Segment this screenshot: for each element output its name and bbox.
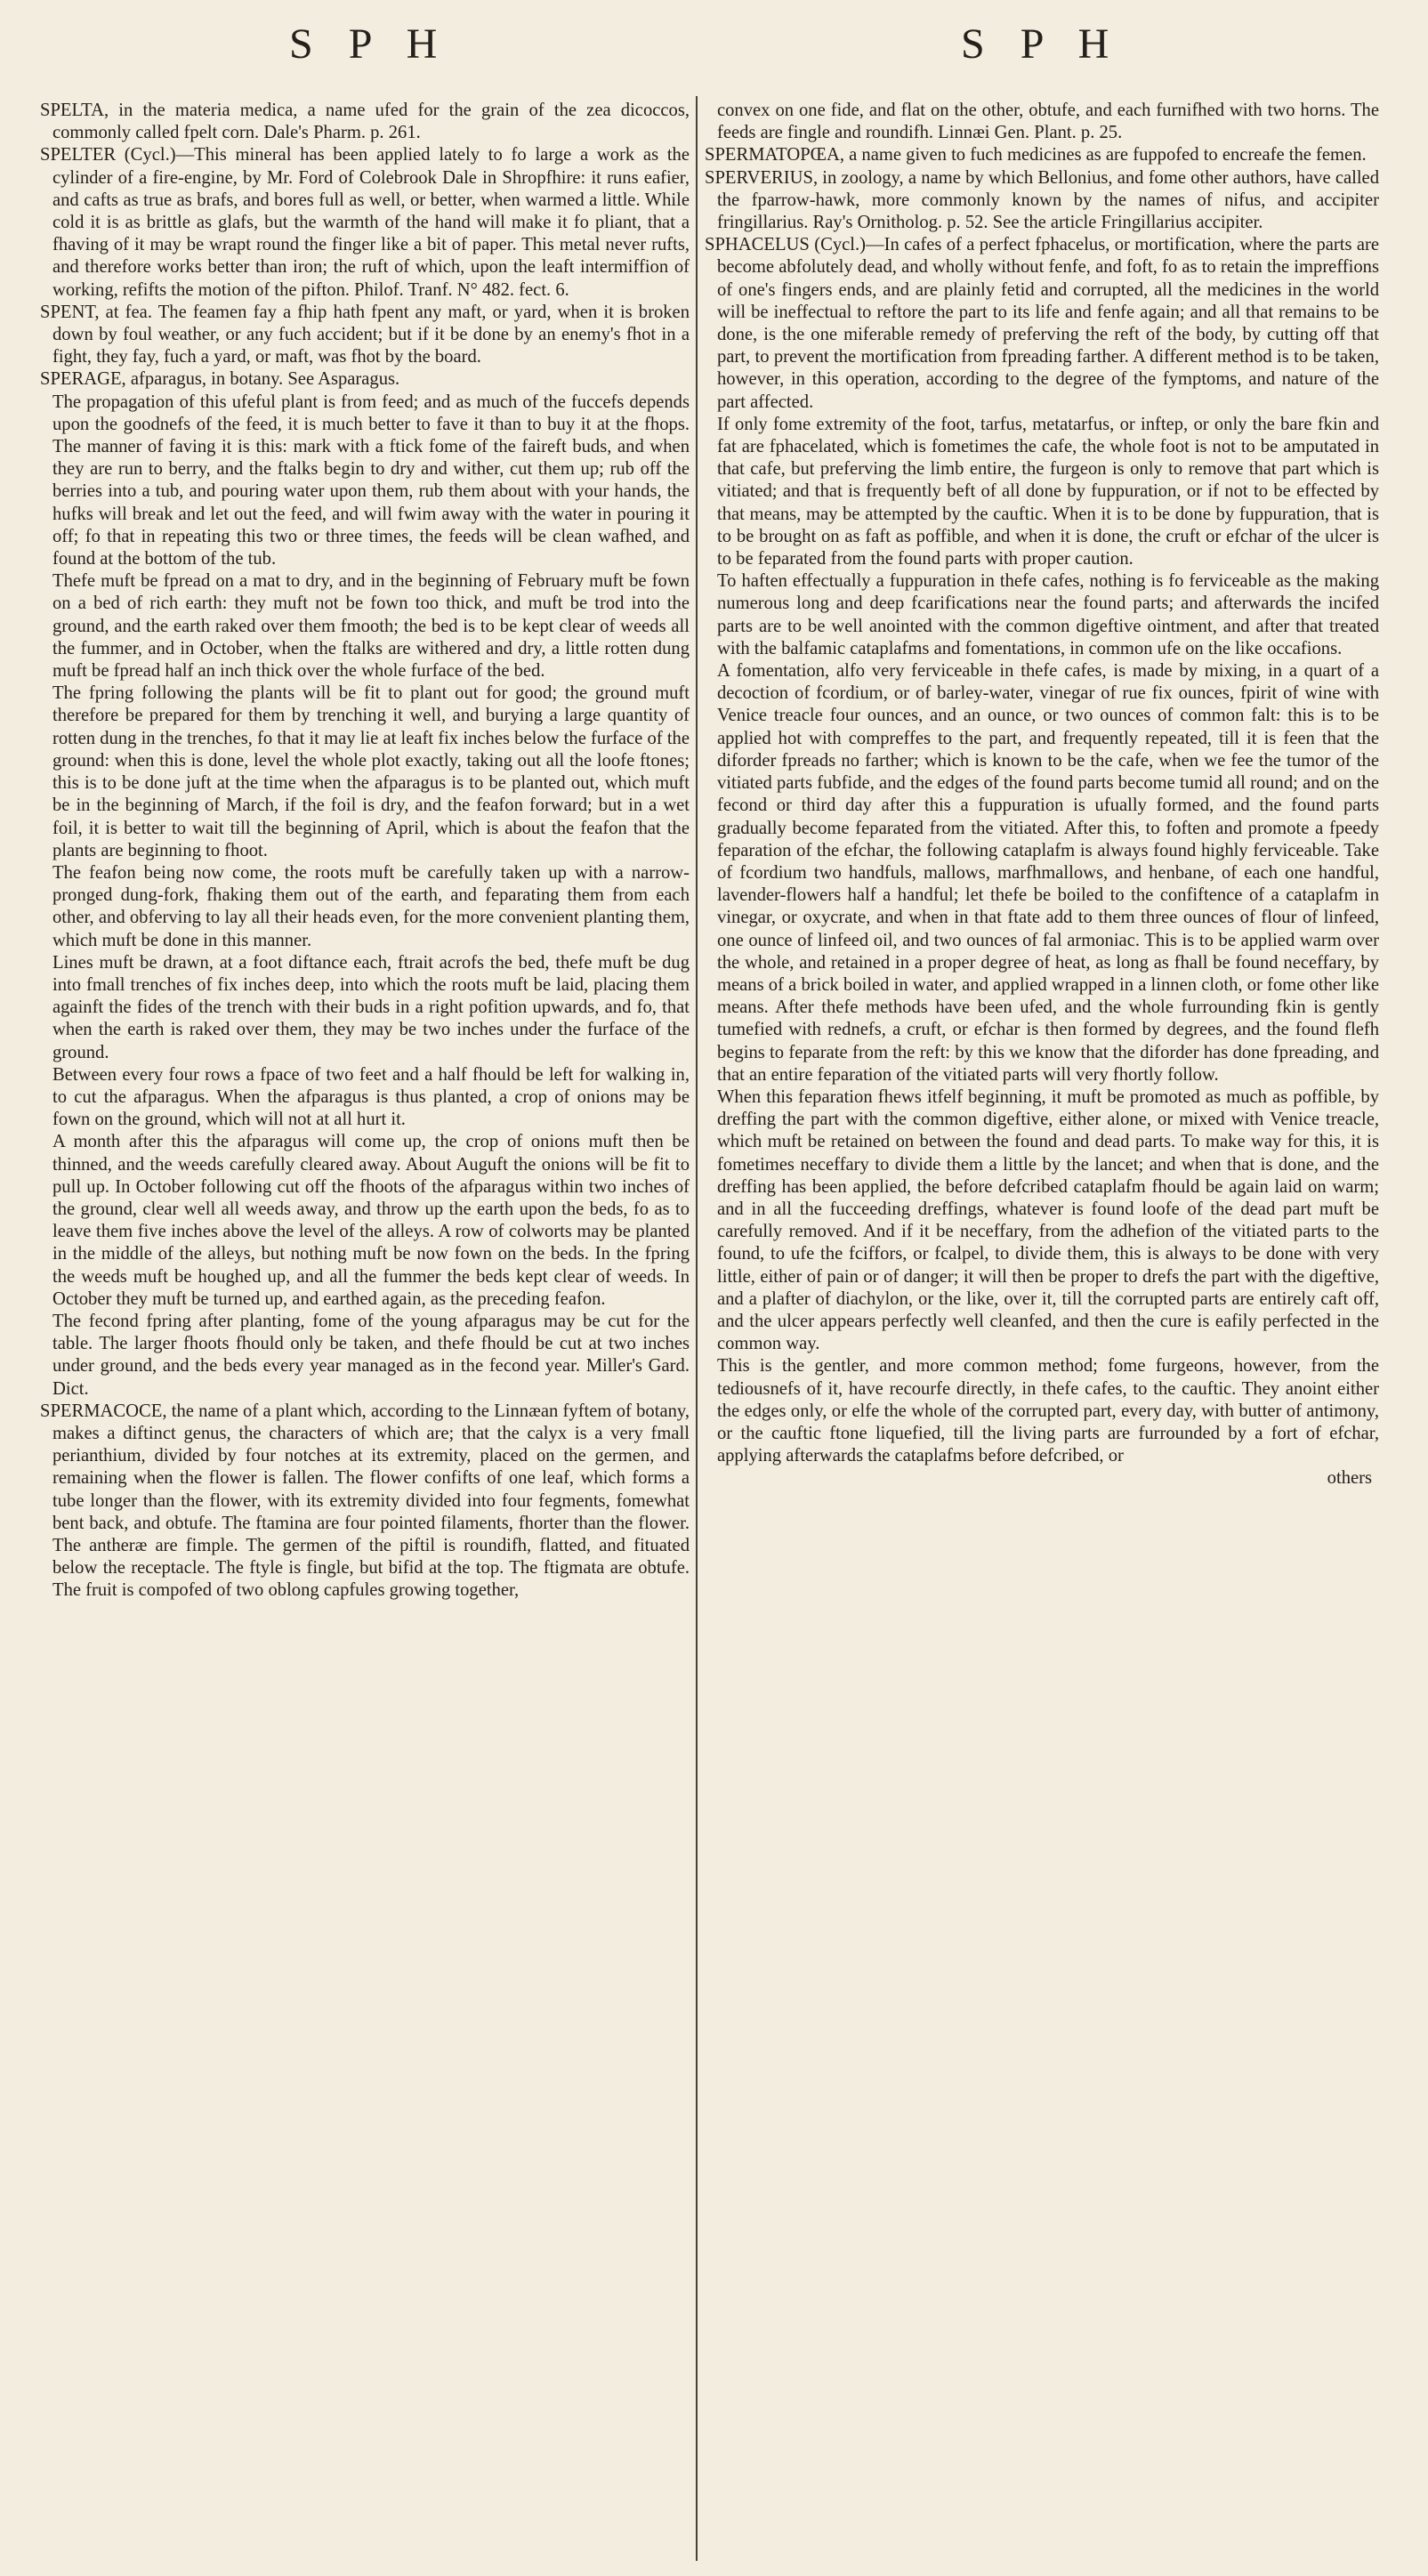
- paragraph: The fpring following the plants will be fit to plant out for good; the ground muft therefore be prepared for them by trenching it well, and burying a large quantity of rotten dung in the trenches, fo that it may lie at leaft fix inches below the furface of the ground: when this is done, level the whole plot exactly, taking out all the loofe ftones; this is to be done juft at the time when the afparagus is to be planted out, which muft be in the beginning of March, if the foil is dry, and the feafon forward; but in a wet foil, it is better to wait till the beginning of April, which is about the feafon that the plants are beginning to fhoot.: [52, 683, 690, 860]
- paragraph: The propagation of this ufeful plant is from feed; and as much of the fuccefs depends upon the goodnefs of the feed, it is much better to fave it than to buy it at the fhops. The manner of faving it is this: mark with a ftick fome of the faireft buds, and when they are run to berry, and the ftalks begin to dry and wither, cut them up; rub off the berries into a tub, and pouring water upon them, rub them about with your hands, the hufks will break and let out the feed, and will fwim away with the water in pouring it off; fo that in repeating this two or three times, the feeds will be clean wafhed, and found at the bottom of the tub.: [52, 392, 690, 569]
- right-column: [705, 100, 1379, 2564]
- dictionary-entry: SPERMATOPŒA, a name given to fuch medicines as are fuppofed to encreafe the femen.: [705, 145, 1367, 166]
- dictionary-entry: SPELTA, in the materia medica, a name ufed for the grain of the zea dicoccos, commonly called fpelt corn. Dale's Pharm. p. 261.: [40, 101, 690, 143]
- paragraph: The feafon being now come, the roots muft be carefully taken up with a narrow-pronged dung-fork, fhaking them out of the earth, and feparating them from each other, and obferving to lay all their heads even, for the more convenient planting them, which muft be done in this manner.: [52, 862, 690, 950]
- paragraph: Lines muft be drawn, at a foot diftance each, ftrait acrofs the bed, thefe muft be dug into fmall trenches of fix inches deep, into which the roots muft be laid, placing them againft the fides of the trench with their buds in a right pofition upwards, and fo, that when the earth is raked over them, they may be two inches under the furface of the ground.: [52, 952, 690, 1062]
- paragraph: convex on one fide, and flat on the other, obtufe, and each furnifhed with two horns. The feeds are fingle and roundifh. Linnæi Gen. Plant. p. 25.: [717, 101, 1379, 143]
- paragraph: To haften effectually a fuppuration in thefe cafes, nothing is fo ferviceable as the making numerous long and deep fcarifications near the found parts; and afterwards the incifed parts are to be well anointed with the common digeftive ointment, and after that treated with the balfamic cataplafms and fomentations, in common ufe on the like occafions.: [717, 571, 1379, 658]
- paragraph: The fecond fpring after planting, fome of the young afparagus may be cut for the table. The larger fhoots fhould only be taken, and thefe fhould be cut at two inches under ground, and the beds every year managed as in the fecond year. Miller's Gard. Dict.: [52, 1311, 690, 1399]
- paragraph: Between every four rows a fpace of two feet and a half fhould be left for walking in, to cut the afparagus. When the afparagus is thus planted, a crop of onions may be fown on the ground, which will not at all hurt it.: [52, 1064, 690, 1130]
- paragraph: A month after this the afparagus will come up, the crop of onions muft then be thinned, and the weeds carefully cleared away. About Auguft the onions will be fit to pull up. In October following cut off the fhoots of the afparagus within two inches of the ground, clear well all weeds away, and throw up the earth upon the beds, fo as to leave them five inches above the level of the alleys. A row of colworts may be planted in the middle of the alleys, but nothing muft be now fown on the beds. In the fpring the weeds muft be houghed up, and all the fummer the beds kept clear of weeds. In October they muft be turned up, and earthed again, as the preceding feafon.: [52, 1132, 690, 1309]
- left-column: [40, 100, 690, 2564]
- header-right: S P H: [961, 20, 1122, 68]
- header-left: S P H: [289, 20, 450, 68]
- dictionary-entry: SPENT, at fea. The feamen fay a fhip hath fpent any maft, or yard, when it is broken down by foul weather, or any fuch accident; but if it be done by an enemy's fhot in a fight, they fay, fuch a yard, or maft, was fhot by the board.: [40, 302, 690, 367]
- paragraph: If only fome extremity of the foot, tarfus, metatarfus, or inftep, or only the bare fkin and fat are fphacelated, which is fometimes the cafe, the whole foot is not to be amputated in that cafe, but preferving the limb entire, the furgeon is only to remove that part which is vitiated; and that is frequently beft of all done by fuppuration, or if not to be effected by that means, may be attempted by the cauftic. When it is to be done by fuppuration, that is to be brought on as faft as poffible, and when it is done, the cruft or efchar of the ulcer is to be feparated from the found parts with proper caution.: [717, 414, 1379, 569]
- catchword: others: [1327, 1468, 1372, 1489]
- paragraph: When this feparation fhews itfelf beginning, it muft be promoted as much as poffible, by dreffing the part with the common digeftive, either alone, or mixed with Venice treacle, which muft be retained on between the found and dead parts. To make way for this, it is fometimes neceffary to divide them a little by the lancet; and when that is done, and the dreffing has been applied, the before defcribed cataplafm fhould be again laid on warm; and in all the fucceeding dreffings, whatever is found loofe of the dead part muft be carefully removed. And if it be neceffary, from the adhefion of the vitiated parts to the found, to ufe the fciffors, or fcalpel, to divide them, this is always to be done with very little, either of pain or of danger; it will then be proper to drefs the part with the digeftive, and a plafter of diachylon, or the like, over it, till the corrupted parts are entirely caft off, and the ulcer appears perfectly well cleanfed, and then the cure is eafily perfected in the common way.: [717, 1086, 1379, 1354]
- paragraph: Thefe muft be fpread on a mat to dry, and in the beginning of February muft be fown on a bed of rich earth: they muft not be fown too thick, and muft be trod into the ground, and the earth raked over them fmooth; the bed is to be kept clear of weeds all the fummer, and in October, when the ftalks are withered and dry, a little rotten dung muft be fpread half an inch thick over the whole furface of the bed.: [52, 571, 690, 682]
- column-divider: [696, 96, 698, 2561]
- dictionary-entry: SPHACELUS (Cycl.)—In cafes of a perfect fphacelus, or mortification, where the parts are become abfolutely dead, and wholly without fenfe, and foft, fo as to retain the impreffions of one's fingers ends, and are plainly fetid and corrupted, all the medicines in the world will be ineffectual to reftore the part to its life and fenfe again; and all that remains to be done, is the one miferable remedy of preferving the reft of the body, by cutting off that part, to prevent the mortification from fpreading farther. A different method is to be taken, however, in this operation, according to the degree of the fymptoms, and nature of the part affected.: [705, 235, 1379, 412]
- dictionary-entry: SPERVERIUS, in zoology, a name by which Bellonius, and fome other authors, have called the fparrow-hawk, more commonly known by the names of nifus, and accipiter fringillarius. Ray's Ornitholog. p. 52. See the article Fringillarius accipiter.: [705, 167, 1379, 233]
- paragraph: This is the gentler, and more common method; fome furgeons, however, from the tediousnefs of it, have recourfe directly, in thefe cafes, to the cauftic. They anoint either the edges only, or elfe the whole of the corrupted part, every day, with butter of antimony, or the cauftic ftone liquefied, till the living parts are furrounded by a fort of efchar, applying afterwards the cataplafms before defcribed, or: [717, 1356, 1379, 1466]
- running-header: [0, 20, 1428, 82]
- dictionary-entry: SPELTER (Cycl.)—This mineral has been applied lately to fo large a work as the cylinder of a fire-engine, by Mr. Ford of Colebrook Dale in Shropfhire: it runs eafier, and cafts as true as brafs, and bores full as well, or better, when warmed a little. While cold it is as brittle as glafs, but the warmth of the hand will make it fo pliant, that a fhaving of it may be wrapt round the finger like a bit of paper. This metal never rufts, and therefore works better than iron; the ruft of which, upon the leaft intermiffion of working, refifts the motion of the pifton. Philof. Tranf. N° 482. fect. 6.: [40, 145, 690, 300]
- dictionary-entry: SPERAGE, afparagus, in botany. See Asparagus.: [40, 369, 400, 390]
- paragraph: A fomentation, alfo very ferviceable in thefe cafes, is made by mixing, in a quart of a decoction of fcordium, or of barley-water, vinegar of rue fix ounces, fpirit of wine with Venice treacle four ounces, and an ounce, or two ounces of common falt: this is to be applied hot with compreffes to the part, and frequently repeated, till it is feen that the diforder fpreads no farther; which is known to be the cafe, when we fee the tumor of the vitiated parts fubfide, and the edges of the found parts become tumid all round; and on the fecond or third day after this a fuppuration is ufually formed, and the found parts gradually become feparated from the vitiated. After this, to foften and promote a fpeedy feparation of the efchar, the following cataplafm is always found highly ferviceable. Take of fcordium two handfuls, mallows, marfhmallows, and henbane, of each one handful, lavender-flowers half a handful; let thefe be boiled to the confiftence of a cataplafm in vinegar, or oxycrate, and when in that ftate add to them three ounces of flour of linfeed, one ounce of linfeed oil, and two ounces of fal armoniac. This is to be applied warm over the whole, and retained in a proper degree of heat, as long as fhall be found neceffary, by means of a brick boiled in water, and applied wrapped in a linnen cloth, or fome other like means. After thefe methods have been ufed, and the whole furrounding fkin is gently tumefied with rednefs, a cruft, or efchar is then formed by degrees, and the found flefh begins to feparate from the reft: by this we know that the diforder has done fpreading, and that an entire feparation of the vitiated parts will very fhortly follow.: [717, 661, 1379, 1085]
- dictionary-entry: SPERMACOCE, the name of a plant which, according to the Linnæan fyftem of botany, makes a diftinct genus, the characters of which are; that the calyx is a very fmall perianthium, divided by four notches at its extremity, placed on the germen, and remaining when the flower is fallen. The flower confifts of one leaf, which forms a tube longer than the flower, with its extremity divided into four fegments, fomewhat bent back, and obtufe. The ftamina are four pointed filaments, fhorter than the flower. The antheræ are fimple. The germen of the piftil is roundifh, flatted, and fituated below the receptacle. The ftyle is fingle, but bifid at the top. The ftigmata are obtufe. The fruit is compofed of two oblong capfules growing together,: [40, 1401, 690, 1601]
